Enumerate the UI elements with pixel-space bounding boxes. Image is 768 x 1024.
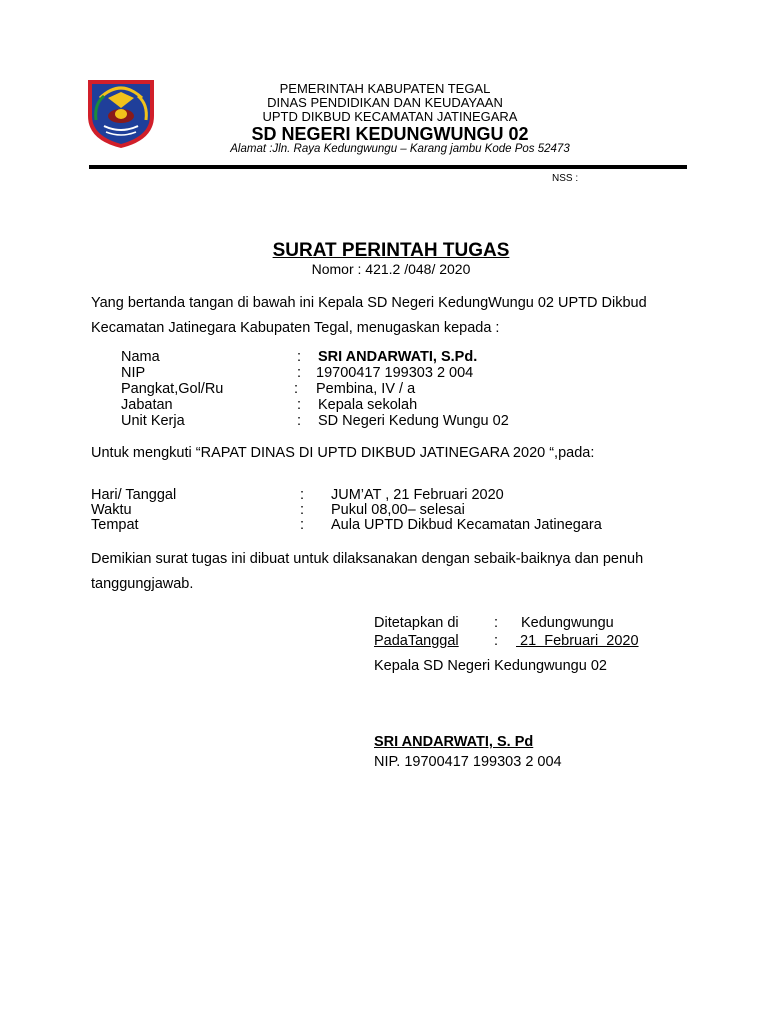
closing-line-2: tanggungjawab. bbox=[91, 576, 194, 592]
person-label-unit: Unit Kerja bbox=[121, 413, 185, 429]
event-value-time: Pukul 08,00– selesai bbox=[331, 502, 465, 518]
letterhead-divider bbox=[89, 165, 687, 169]
person-colon: : bbox=[297, 365, 302, 381]
tegal-crest-icon bbox=[82, 76, 160, 150]
signature-colon: : bbox=[494, 633, 499, 649]
event-colon: : bbox=[300, 502, 305, 518]
signature-colon: : bbox=[494, 615, 499, 631]
letterhead-department: DINAS PENDIDIKAN DAN KEUDAYAAN bbox=[267, 95, 503, 110]
letterhead-government: PEMERINTAH KABUPATEN TEGAL bbox=[279, 81, 491, 96]
signature-place-value: Kedungwungu bbox=[521, 615, 614, 631]
regency-logo bbox=[82, 76, 160, 150]
intro-line-2: Kecamatan Jatinegara Kabupaten Tegal, menugaskan kepada : bbox=[91, 320, 500, 336]
person-label-name: Nama bbox=[121, 349, 160, 365]
nss-label: NSS : bbox=[552, 173, 579, 184]
document-title: SURAT PERINTAH TUGAS bbox=[272, 240, 510, 261]
signature-nip: NIP. 19700417 199303 2 004 bbox=[374, 754, 562, 770]
purpose-text: Untuk mengkuti “RAPAT DINAS DI UPTD DIKBUD JATINEGARA 2020 “,pada: bbox=[91, 445, 595, 461]
event-value-day: JUM’AT , 21 Februari 2020 bbox=[331, 487, 504, 503]
signature-date-value: 21 Februari 2020 bbox=[516, 633, 639, 649]
person-value-unit: SD Negeri Kedung Wungu 02 bbox=[318, 413, 509, 429]
document-number: Nomor : 421.2 /048/ 2020 bbox=[311, 261, 471, 277]
person-colon: : bbox=[294, 381, 299, 397]
signature-name: SRI ANDARWATI, S. Pd bbox=[374, 734, 534, 750]
person-value-nip: 19700417 199303 2 004 bbox=[316, 365, 474, 381]
person-value-name: SRI ANDARWATI, S.Pd. bbox=[318, 349, 478, 365]
event-value-place: Aula UPTD Dikbud Kecamatan Jatinegara bbox=[331, 517, 602, 533]
person-colon: : bbox=[297, 397, 302, 413]
closing-line-1: Demikian surat tugas ini dibuat untuk dilaksanakan dengan sebaik-baiknya dan penuh bbox=[91, 551, 644, 567]
intro-line-1: Yang bertanda tangan di bawah ini Kepala SD Negeri KedungWungu 02 UPTD Dikbud bbox=[91, 295, 647, 311]
person-label-nip: NIP bbox=[121, 365, 146, 381]
event-label-place: Tempat bbox=[91, 517, 139, 533]
signature-date-label: PadaTanggal bbox=[374, 633, 459, 649]
person-label-rank: Pangkat,Gol/Ru bbox=[121, 381, 224, 397]
event-colon: : bbox=[300, 487, 305, 503]
event-label-time: Waktu bbox=[91, 502, 132, 518]
signature-position: Kepala SD Negeri Kedungwungu 02 bbox=[374, 658, 607, 674]
person-value-rank: Pembina, IV / a bbox=[316, 381, 416, 397]
person-value-position: Kepala sekolah bbox=[318, 397, 418, 413]
signature-place-label: Ditetapkan di bbox=[374, 615, 459, 631]
event-label-day: Hari/ Tanggal bbox=[91, 487, 177, 503]
letterhead-address: Alamat :Jln. Raya Kedungwungu – Karang jambu Kode Pos 52473 bbox=[230, 143, 570, 155]
event-colon: : bbox=[300, 517, 305, 533]
person-colon: : bbox=[297, 349, 302, 365]
letterhead-uptd: UPTD DIKBUD KECAMATAN JATINEGARA bbox=[262, 109, 518, 124]
person-label-position: Jabatan bbox=[121, 397, 173, 413]
person-colon: : bbox=[297, 413, 302, 429]
letterhead-school-name: SD NEGERI KEDUNGWUNGU 02 bbox=[251, 124, 529, 144]
